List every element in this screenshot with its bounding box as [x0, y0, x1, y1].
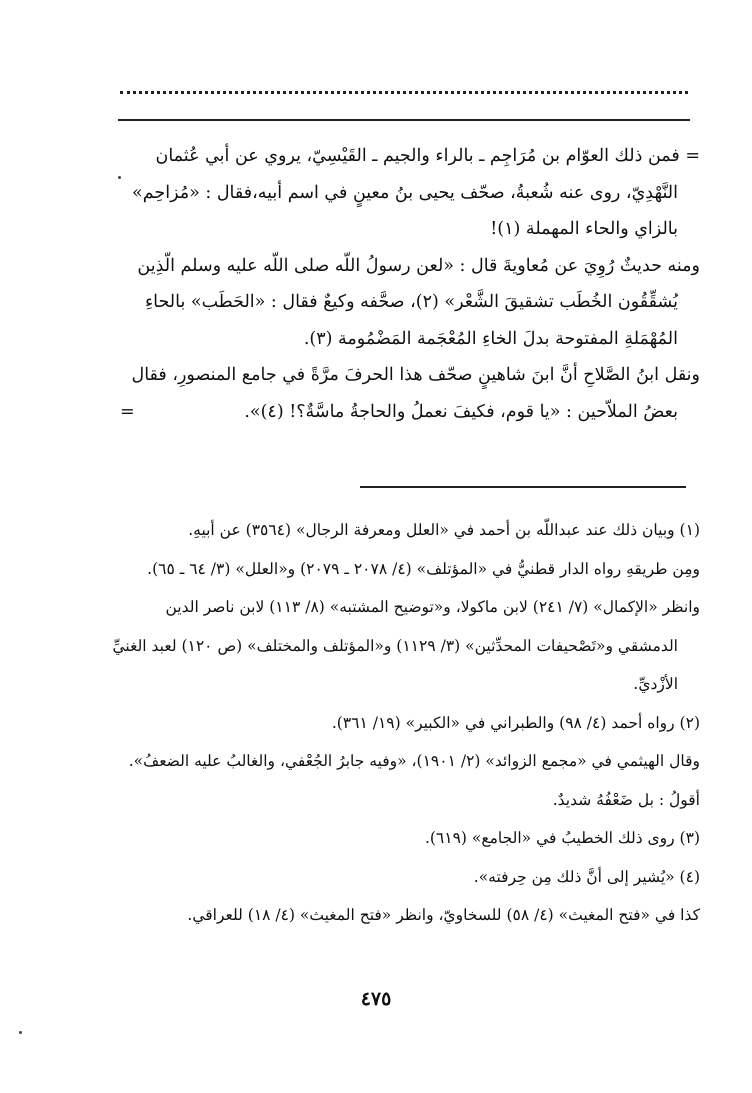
main-line-text: بعضُ الملاّحين : «يا قوم، فكيفَ نعملُ والحاجةُ ماسَّةٌ؟! (٤)». — [244, 401, 678, 422]
main-body-text — [100, 138, 700, 430]
main-line: = فمن ذلك العوّام بن مُرَاجِم ـ بالراء والجيم ـ القَيْسِيّ، يروي عن أبي عُثمان — [155, 146, 700, 166]
page-number: ٤٧٥ — [360, 988, 392, 1010]
header-dotted-rule — [120, 91, 688, 94]
footnote-1-line: ومِن طريقهِ رواه الدار قطنيُّ في «المؤتلف» (٤/ ٢٠٧٨ ـ ٢٠٧٩) و«العلل» (٣/ ٦٤ ـ ٦٥). — [147, 559, 700, 578]
footnote-2-line: وقال الهيثمي في «مجمع الزوائد» (٢/ ١٩٠١)، «وفيه جابرُ الجُعْفي، والغالبُ عليه الضعفُ». — [128, 752, 700, 770]
footnote-1-line: وانظر «الإكمال» (٧/ ٢٤١) لابن ماكولا، و«توضيح المشتبه» (٨/ ١١٣) لابن ناصر الدين — [165, 598, 700, 616]
main-line-last — [100, 394, 700, 431]
footnote-4-line: كذا في «فتح المغيث» (٤/ ٥٨) للسخاويّ، وانظر «فتح المغيث» (٤/ ١٨) للعراقي. — [187, 906, 700, 924]
main-line: يُشقِّقُون الخُطَب تشقيقَ الشَّعْر» (٢)، صحَّفه وكيعٌ فقال : «الحَطَب» بالحاءِ — [144, 292, 678, 312]
main-line: ومنه حديثٌ رُوِيَ عن مُعاويةَ قال : «لعن رسولُ اللّه صلى اللّه عليه وسلم الّذِين — [137, 255, 700, 276]
footnote-2-line: (٢) رواه أحمد (٤/ ٩٨) والطبراني في «الكبير» (١٩/ ٣٦١). — [331, 713, 700, 732]
scan-speck — [19, 1031, 22, 1034]
main-line: النَّهْدِيّ، روى عنه شُعبةُ، صحّف يحيى بنُ معينٍ في اسم أبيه،فقال : «مُزاحِم» — [132, 182, 678, 203]
main-line: ونقل ابنُ الصَّلاحِ أنَّ ابنَ شاهينٍ صحّف هذا الحرفَ مرَّةً في جامع المنصورِ، فقال — [131, 365, 700, 385]
footnote-1-line: الأزْديِّ. — [633, 675, 678, 693]
main-line: بالزاي والحاء المهملة (١)! — [490, 219, 678, 239]
footnote-3-line: (٣) روى ذلك الخطيبُ في «الجامع» (٦١٩). — [424, 829, 700, 847]
footnote-separator — [360, 486, 686, 488]
footnote-1-line: الدمشقي و«تَصْحيفات المحدِّثين» (٣/ ١١٢٩) و«المؤتلف والمختلف» (ص ١٢٠) لعبد الغنيِّ — [112, 636, 678, 655]
scan-speck — [118, 176, 121, 179]
footnotes-section — [100, 511, 700, 935]
header-solid-rule — [118, 119, 690, 121]
footnote-1-line: (١) وبيان ذلك عند عبداللّه بن أحمد في «العلل ومعرفة الرجال» (٣٥٦٤) عن أبيهِ. — [188, 521, 700, 539]
main-line: المُهْمَلةِ المفتوحة بدلَ الخاءِ المُعْجَمة المَضْمُومة (٣). — [303, 328, 678, 349]
continuation-mark: = — [120, 401, 135, 422]
footnote-4-line: (٤) «يُشير إلى أنَّ ذلك مِن حِرفته». — [473, 867, 700, 886]
footnote-2-line: أقولُ : بل ضَعْفُهُ شديدٌ. — [552, 790, 700, 809]
